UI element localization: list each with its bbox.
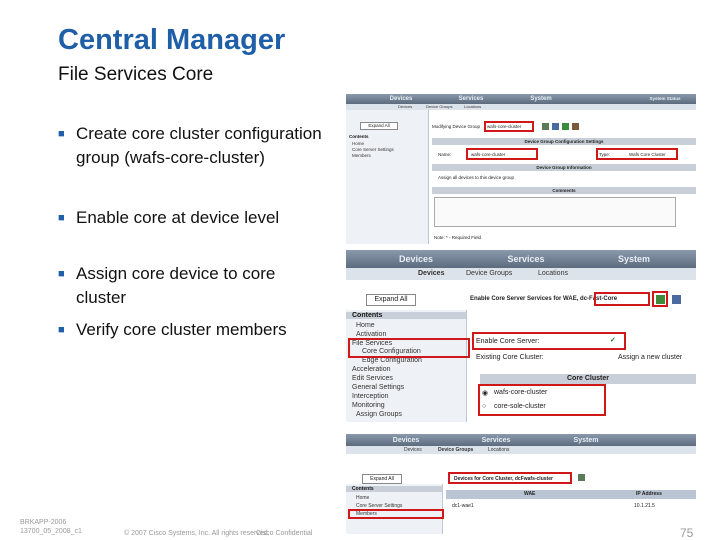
highlight-members-nav [348,509,444,519]
nav-item-home[interactable]: Home [356,495,370,501]
nav-item-monitoring[interactable]: Monitoring [352,402,385,409]
tab-system[interactable]: System [530,96,552,102]
bullet-item [58,122,328,170]
slide-subtitle: File Services Core [58,64,214,85]
copy-icon[interactable] [552,123,559,130]
bullet-item [58,206,279,230]
save-icon[interactable] [562,123,569,130]
type-value[interactable]: Wafs Core Cluster [629,152,666,157]
bullet-text: Verify core cluster members [76,320,287,339]
cluster-option[interactable]: core-sole-cluster [494,403,546,410]
type-label: Type: [599,152,611,157]
tab-devices[interactable]: Devices [392,437,420,444]
tab-services[interactable]: Services [507,254,545,264]
bullet-item [58,262,328,310]
top-tab-bar [346,94,696,104]
left-navigation [346,310,467,422]
nav-item-core-server-settings[interactable]: Core Server Settings [356,503,403,509]
subnav-locations[interactable]: Locations [464,104,482,109]
bullet-text: Create core cluster configuration group (wafs-core-cluster) [76,124,322,167]
col-header-ip-address[interactable]: IP Address [636,491,662,497]
tab-devices[interactable]: Devices [389,96,413,102]
name-label: Name: [438,152,452,157]
subnav-device-groups[interactable]: Device Groups [466,270,513,277]
subnav-device-groups[interactable]: Device Groups [438,447,474,453]
nav-item-home[interactable]: Home [356,322,375,329]
nav-contents-header: Contents [349,134,369,139]
required-note: Note: * - Required Field [434,235,482,240]
bullet-square-icon: ■ [58,324,65,336]
assign-devices-checkbox-label[interactable]: Assign all devices to this device group [438,175,515,180]
highlight-file-services-nav [348,338,470,358]
edit-icon[interactable] [542,123,549,130]
expand-all-button[interactable]: Expand All [360,122,398,130]
footer-confidential: Cisco Confidential [256,530,313,537]
subnav-devices[interactable]: Devices [418,270,445,277]
nav-item-acceleration[interactable]: Acceleration [352,366,391,373]
nav-item-edge-configuration[interactable]: Edge Configuration [362,357,422,364]
subnav-locations[interactable]: Locations [488,447,510,453]
table-row-wae[interactable]: dc1-wae1 [452,503,474,509]
comments-header: Comments [432,187,696,194]
nav-item-activation[interactable]: Activation [356,331,387,338]
info-header: Device Group Information [432,164,696,171]
top-tab-bar [346,250,696,268]
radio-icon[interactable]: ○ [482,403,487,410]
page-heading: Devices for Core Cluster, dcFwafs-cluster [454,476,553,482]
print-icon[interactable] [572,123,579,130]
footer-copyright: © 2007 Cisco Systems, Inc. All rights reserved. [124,530,270,537]
page-number: 75 [680,526,694,540]
highlight-save-icon [652,291,668,307]
tab-system[interactable]: System [573,437,599,444]
radio-icon[interactable]: ◉ [482,390,489,397]
subnav-device-groups[interactable]: Device Groups [426,104,453,109]
enable-core-server-checkbox[interactable]: ✓ [610,337,616,344]
name-value[interactable]: wafs-core-cluster [471,152,506,157]
screenshot-core-cluster-members [346,434,696,534]
print-icon[interactable] [672,295,681,304]
nav-item-core-server-settings[interactable]: Core Server Settings [352,147,394,152]
table-row-ip: 10.1.21.5 [634,503,655,509]
bullet-square-icon: ■ [58,128,65,140]
highlight-wae-name [594,292,650,306]
settings-header: Device Group Configuration Settings [432,138,696,145]
tab-system[interactable]: System [617,254,651,264]
left-navigation [346,110,429,244]
core-cluster-header: Core Cluster [480,374,696,384]
modifying-label: Modifying Device Group [432,124,481,129]
highlight-enable-core [472,332,626,350]
screenshot-enable-core-server [346,250,696,422]
expand-all-button[interactable]: Expand All [362,474,402,484]
nav-item-home[interactable]: Home [352,141,365,146]
nav-contents-header: Contents [346,312,466,319]
print-icon[interactable] [578,474,585,481]
tab-devices[interactable]: Devices [398,254,434,264]
top-tab-bar [346,434,696,446]
footer-code-line1: BRKAPP-2006 [20,519,67,526]
tab-services[interactable]: Services [481,437,511,444]
nav-contents-header: Contents [346,486,442,492]
nav-item-core-configuration[interactable]: Core Configuration [362,348,421,355]
existing-cluster-label: Existing Core Cluster: [476,354,544,361]
footer-code-line2: 13700_05_2008_c1 [20,528,82,535]
expand-all-button[interactable]: Expand All [366,294,416,306]
comments-textarea[interactable] [434,197,676,227]
bullet-text: Enable core at device level [76,208,280,227]
slide-title: Central Manager [58,24,286,56]
page-heading: Enable Core Server Services for WAE, dc-Fast-Core [470,296,618,302]
members-table-header [446,490,696,499]
group-name-label: wafs-core-cluster [487,124,522,129]
subnav-devices[interactable]: Devices [398,104,413,109]
highlight-name-field [466,148,538,160]
bullet-square-icon: ■ [58,212,65,224]
nav-item-members[interactable]: Members [356,511,377,517]
enable-core-server-label: Enable Core Server: [476,338,540,345]
tab-services[interactable]: Services [458,96,484,102]
footer-code [20,518,82,536]
bullet-text: Assign core device to core cluster [76,264,276,307]
system-status-link[interactable]: System Status [649,96,681,101]
highlight-page-heading [448,472,572,484]
nav-item-file-services[interactable]: File Services [352,340,393,347]
nav-item-members[interactable]: Members [352,153,371,158]
bullet-square-icon: ■ [58,268,65,280]
subnav-devices[interactable]: Devices [404,447,422,453]
nav-item-assign-groups[interactable]: Assign Groups [356,411,402,418]
subnav-locations[interactable]: Locations [538,270,568,277]
col-header-wae[interactable]: WAE [524,491,536,497]
bullet-item [58,318,287,342]
nav-item-edit-services[interactable]: Edit Services [352,375,393,382]
sub-navigation [346,268,696,280]
highlight-type-field [596,148,678,160]
nav-item-interception[interactable]: Interception [352,393,389,400]
highlight-group-name [484,121,534,132]
screenshot-device-group-config [346,94,696,244]
highlight-cluster-selection [478,384,606,416]
nav-item-general-settings[interactable]: General Settings [352,384,405,391]
sub-navigation [346,446,696,454]
assign-new-cluster-radio[interactable]: Assign a new cluster [618,354,683,361]
cluster-option[interactable]: wafs-core-cluster [494,389,548,396]
